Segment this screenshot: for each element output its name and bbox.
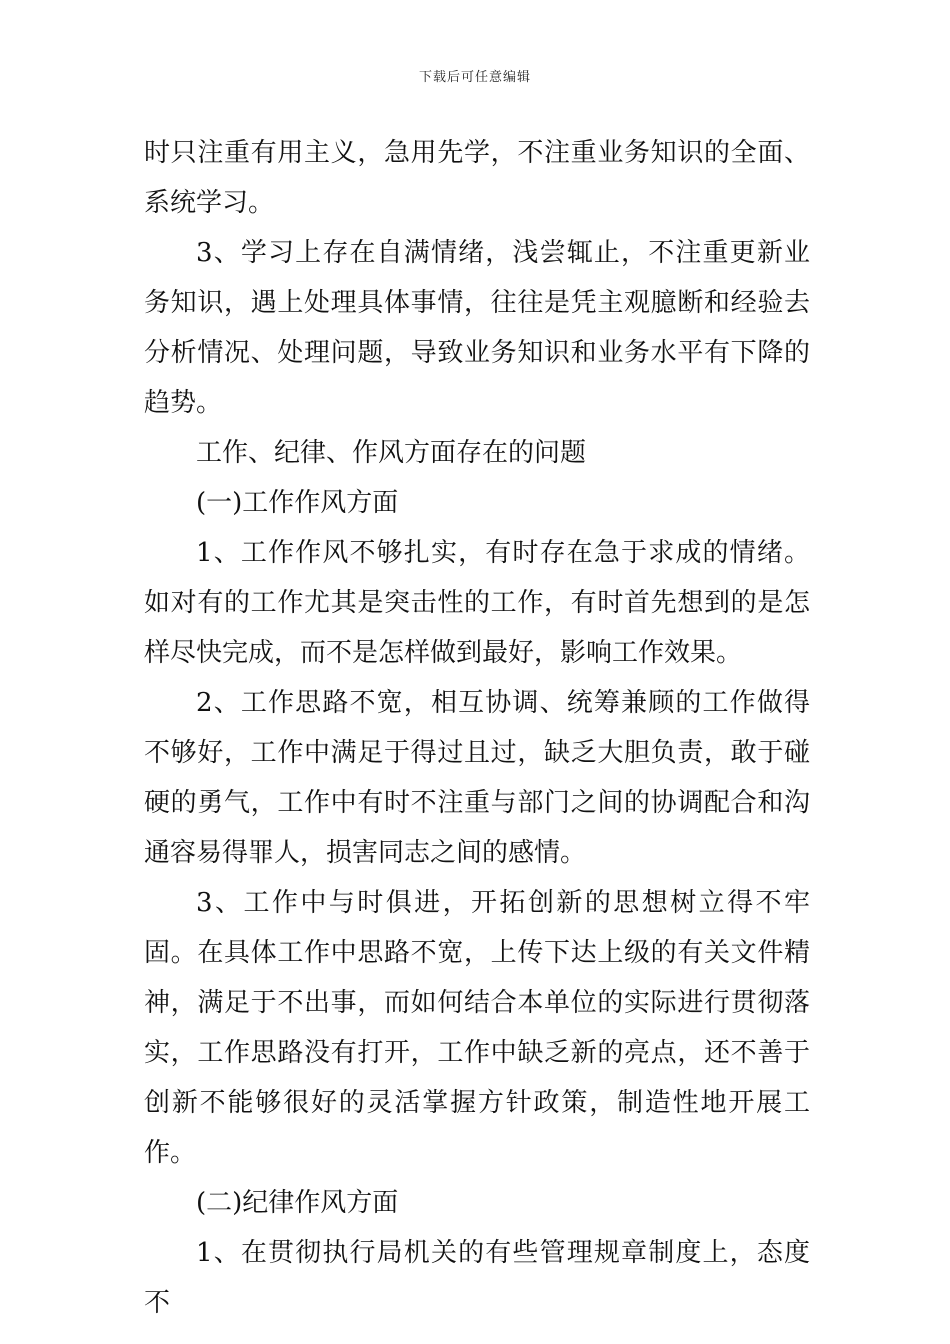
page-header: 下载后可任意编辑: [418, 70, 531, 85]
paragraph-work-item-1: 1、工作作风不够扎实，有时存在急于求成的情绪。如对有的工作尤其是突击性的工作，有时首先想到的是怎样尽快完成，而不是怎样做到最好，影响工作效果。: [144, 538, 810, 668]
subsection-heading-discipline: (二)纪律作风方面: [196, 1188, 399, 1218]
subsection-heading-work-style: (一)工作作风方面: [196, 488, 399, 518]
paragraph-work-item-3: 3、工作中与时俱进，开拓创新的思想树立得不牢固。在具体工作中思路不宽，上传下达上级的有关文件精神，满足于不出事，而如何结合本单位的实际进行贯彻落实，工作思路没有打开，工作中缺乏新的亮点，还不善于创新不能够很好的灵活掌握方针政策，制造性地开展工作。: [144, 888, 810, 1168]
paragraph-item-3-learning: 3、学习上存在自满情绪，浅尝辄止，不注重更新业务知识，遇上处理具体事情，往往是凭主观臆断和经验去分析情况、处理问题，导致业务知识和业务水平有下降的趋势。: [144, 238, 810, 418]
document-body: [144, 128, 810, 1328]
paragraph-work-item-2: 2、工作思路不宽，相互协调、统筹兼顾的工作做得不够好，工作中满足于得过且过，缺乏大胆负责，敢于碰硬的勇气，工作中有时不注重与部门之间的协调配合和沟通容易得罪人，损害同志之间的感情。: [144, 688, 810, 868]
paragraph-continuation: 时只注重有用主义，急用先学，不注重业务知识的全面、系统学习。: [144, 138, 810, 218]
paragraph-discipline-item-1: 1、在贯彻执行局机关的有些管理规章制度上，态度不: [144, 1238, 810, 1318]
section-heading-problems: 工作、纪律、作风方面存在的问题: [196, 438, 587, 468]
